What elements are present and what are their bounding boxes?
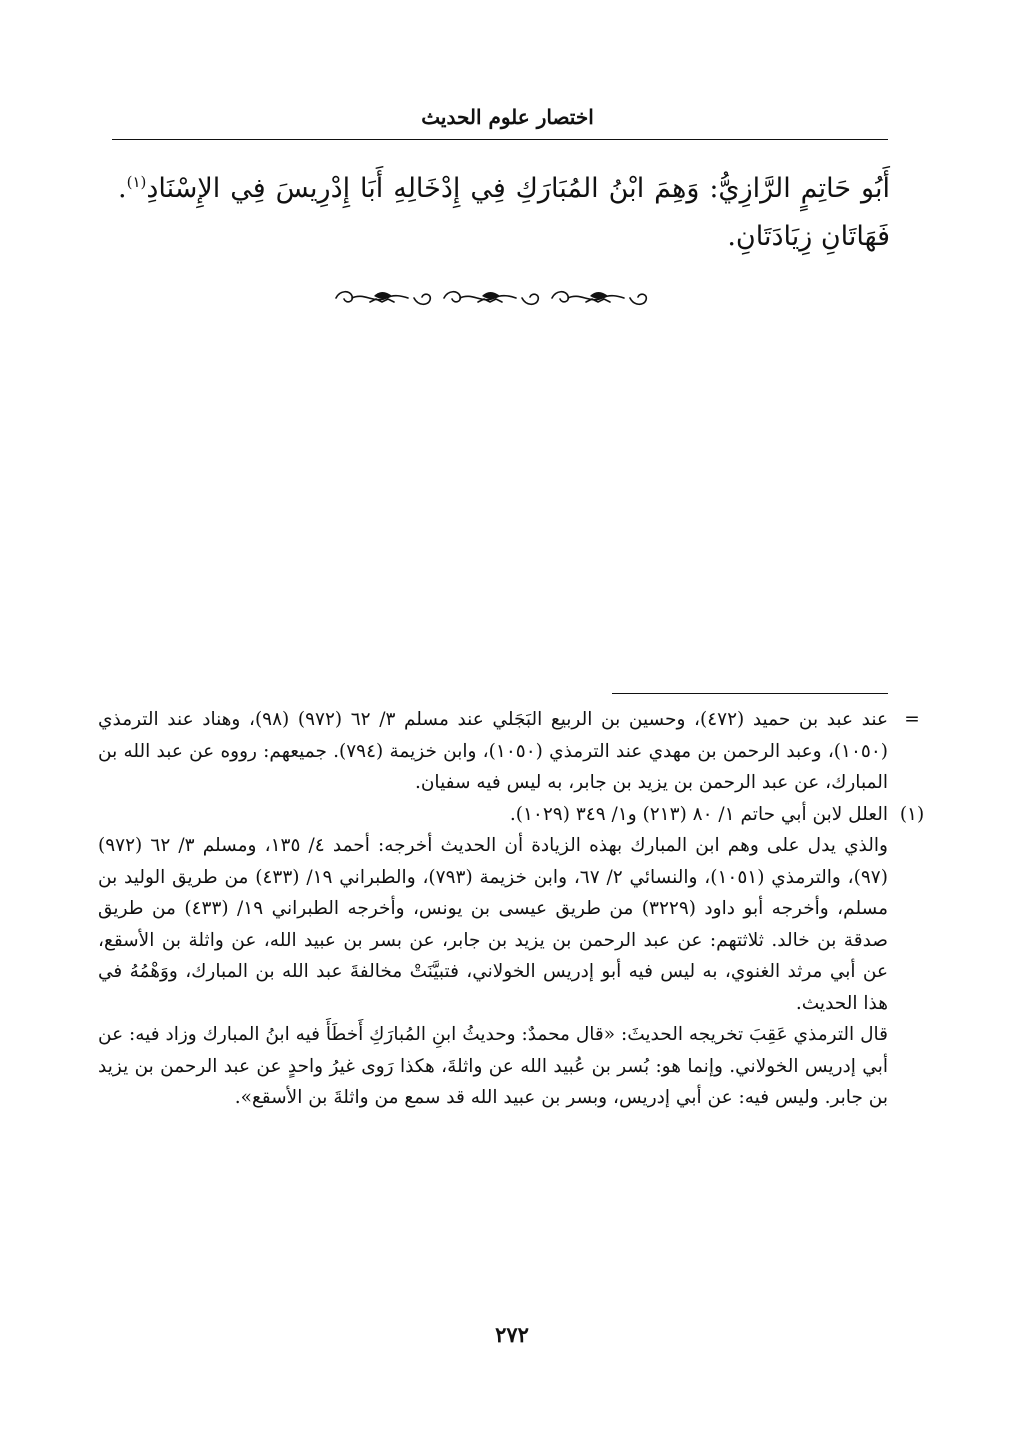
footnote-1-marker: (١) (899, 803, 925, 825)
header-rule (112, 139, 888, 140)
footnote-1-paragraph: والذي يدل على وهم ابن المبارك بهذه الزيادة أن الحديث أخرجه: أحمد ٤/ ١٣٥، ومسلم ٣/ ٦٢ (٩٧٢) (٩٧)، والترمذي (١٠٥١)، والنسائي ٢/ ٦٧، وابن خزيمة (٧٩٣)، والطبراني ١٩/ (٤٣٣) من طريق الوليد بن مسلم، وأخرجه أبو داود (٣٢٢٩) من طريق عيسى بن يونس، وأخرجه الطبراني ١٩/ (٤٣٣) من طريق صدقة بن خالد. ثلاثتهم: عن عبد الرحمن بن يزيد بن جابر، عن بسر بن عبيد الله، عن واثلة بن الأسقع، عن أبي مرثد الغنوي، به ليس فيه أبو إدريس الخولاني، فتبيَّنَتْ مخالفةَ عبد الله بن المبارك، ووَهْمُهُ في هذا الحديث. (98, 835, 888, 1014)
footnote-rule (612, 693, 888, 694)
footnote-1 (98, 799, 930, 831)
main-text-body: أَبُو حَاتِمٍ الرَّازِيُّ: وَهِمَ ابْنُ المُبَارَكِ فِي إِدْخَالِهِ أَبَا إِدْرِيسَ فِي الإِسْنَادِ (146, 173, 890, 204)
footnote-ref-1[interactable]: (١) (126, 173, 147, 191)
main-text (118, 158, 890, 261)
page-number: ٢٧٢ (495, 1322, 529, 1347)
continuation-marker: = (904, 709, 920, 730)
main-text-tail: . فَهَاتَانِ زِيَادَتَانِ. (118, 173, 890, 252)
footnote-1-reference: العلل لابن أبي حاتم ١/ ٨٠ (٢١٣) و١/ ٣٤٩ (١٠٢٩). (509, 803, 888, 825)
running-head: اختصار علوم الحديث (421, 105, 594, 129)
footnote-1-quote: قال الترمذي عَقِبَ تخريجه الحديثَ: «قال محمدٌ: وحديثُ ابنِ المُبارَكِ أَخطَأَ فيه ابنُ المبارك وزاد فيه: عن أبي إدريس الخولاني. وإنما هو: بُسر بن عُبيد الله عن واثلةَ، هكذا رَوى غيرُ واحدٍ عن عبد الرحمن بن يزيد بن جابر. وليس فيه: عن أبي إدريس، وبسر بن عبيد الله قد سمع من واثلةَ بن الأسقع». (98, 1024, 888, 1108)
footnote-continuation-text: عند عبد بن حميد (٤٧٢)، وحسين بن الربيع البَجَلي عند مسلم ٣/ ٦٢ (٩٧٢) (٩٨)، وهناد عند الترمذي (١٠٥٠)، وعبد الرحمن بن مهدي عند الترمذي (١٠٥٠)، وابن خزيمة (٧٩٤). جميعهم: رووه عن عبد الله بن المبارك، عن عبد الرحمن بن يزيد بن جابر، به ليس فيه سفيان. (98, 709, 888, 793)
footnote-continuation (98, 704, 930, 799)
footnotes (98, 704, 925, 1114)
floral-ornament-icon (330, 284, 654, 312)
